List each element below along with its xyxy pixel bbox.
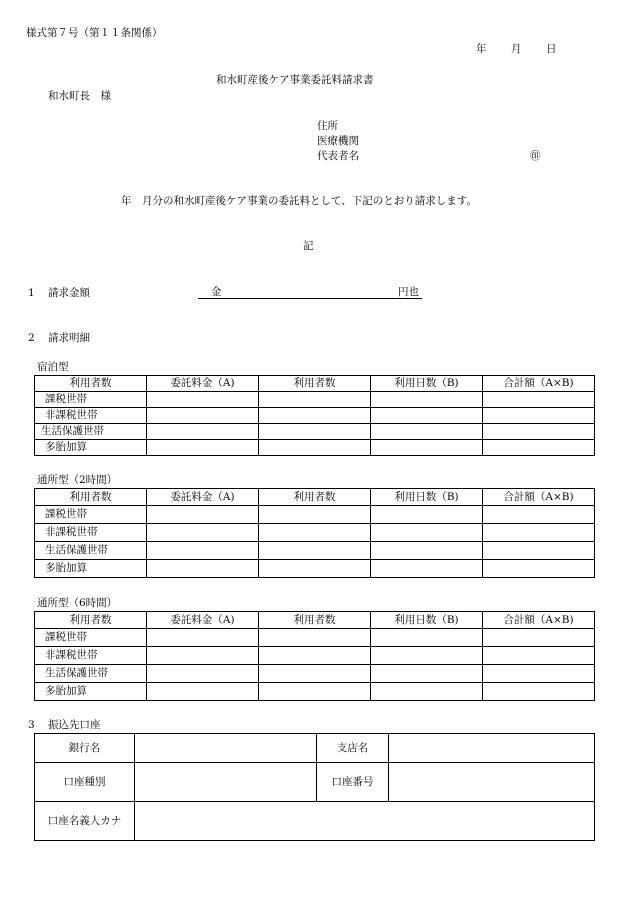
input-cell[interactable] [371, 629, 483, 647]
input-cell[interactable] [483, 524, 595, 542]
addressee: 和水町長 様 [48, 90, 111, 102]
amount-prefix: 金 [211, 286, 222, 298]
table-row [35, 629, 595, 647]
table-row [35, 560, 595, 578]
table-row [35, 542, 595, 560]
bank-name-label: 銀行名 [35, 734, 135, 763]
account-number-input[interactable] [389, 763, 595, 802]
row-label: 多胎加算 [35, 440, 147, 456]
input-cell[interactable] [483, 560, 595, 578]
table-row [35, 392, 595, 408]
input-cell[interactable] [259, 542, 371, 560]
account-type-label: 口座種別 [35, 763, 135, 802]
input-cell[interactable] [147, 665, 259, 683]
header-cell: 利用者数 [259, 612, 371, 629]
input-cell[interactable] [259, 665, 371, 683]
row-label: 課税世帯 [35, 629, 147, 647]
section1-label: 請求金額 [48, 287, 90, 299]
table-row [35, 665, 595, 683]
input-cell[interactable] [147, 683, 259, 701]
section3-label: 振込先口座 [48, 719, 101, 731]
table-row [35, 440, 595, 456]
table-header-row [35, 376, 595, 392]
header-cell: 利用者数 [35, 376, 147, 392]
table-stay [34, 375, 595, 456]
section2-number: 2 [28, 332, 35, 344]
input-cell[interactable] [483, 392, 595, 408]
header-cell: 委託料金（A) [147, 489, 259, 506]
table-row [35, 506, 595, 524]
input-cell[interactable] [147, 629, 259, 647]
table-day-6h [34, 611, 595, 701]
row-label: 生活保護世帯 [35, 424, 147, 440]
table-row [35, 408, 595, 424]
header-cell: 利用日数（B) [371, 489, 483, 506]
date-year: 年 [476, 43, 487, 55]
input-cell[interactable] [371, 542, 483, 560]
input-cell[interactable] [371, 524, 483, 542]
header-cell: 利用者数 [259, 376, 371, 392]
input-cell[interactable] [259, 683, 371, 701]
table-row [35, 647, 595, 665]
input-cell[interactable] [259, 560, 371, 578]
header-cell: 委託料金（A) [147, 612, 259, 629]
account-type-input[interactable] [135, 763, 317, 802]
table-header-row [35, 489, 595, 506]
input-cell[interactable] [483, 683, 595, 701]
input-cell[interactable] [371, 665, 483, 683]
row-label: 非課税世帯 [35, 524, 147, 542]
input-cell[interactable] [483, 506, 595, 524]
input-cell[interactable] [483, 408, 595, 424]
row-label: 非課税世帯 [35, 408, 147, 424]
input-cell[interactable] [483, 542, 595, 560]
input-cell[interactable] [147, 560, 259, 578]
table3-title: 通所型（6時間） [37, 597, 118, 609]
table2-title: 通所型（2時間） [37, 474, 118, 486]
input-cell[interactable] [147, 408, 259, 424]
input-cell[interactable] [371, 647, 483, 665]
account-number-label: 口座番号 [317, 763, 389, 802]
header-cell: 委託料金（A) [147, 376, 259, 392]
input-cell[interactable] [483, 665, 595, 683]
account-holder-label: 口座名義人カナ [35, 802, 135, 841]
sender-address-label: 住所 [317, 120, 338, 132]
date-day: 日 [546, 43, 557, 55]
table1-title: 宿泊型 [37, 361, 69, 373]
input-cell[interactable] [147, 506, 259, 524]
input-cell[interactable] [483, 629, 595, 647]
input-cell[interactable] [483, 440, 595, 456]
ki-heading: 記 [303, 240, 314, 252]
input-cell[interactable] [259, 440, 371, 456]
header-cell: 合計額（A×B) [483, 376, 595, 392]
bank-table [34, 733, 595, 841]
input-cell[interactable] [371, 506, 483, 524]
input-cell[interactable] [147, 542, 259, 560]
header-cell: 合計額（A×B) [483, 489, 595, 506]
sender-representative-label: 代表者名 [317, 150, 359, 162]
section3-number: 3 [28, 719, 35, 731]
header-cell: 合計額（A×B) [483, 612, 595, 629]
section1-number: 1 [28, 287, 35, 299]
input-cell[interactable] [371, 392, 483, 408]
table-day-2h [34, 488, 595, 578]
page-title: 和水町産後ケア事業委託料請求書 [216, 74, 374, 86]
bank-row [35, 802, 595, 841]
row-label: 多胎加算 [35, 560, 147, 578]
input-cell[interactable] [371, 440, 483, 456]
row-label: 生活保護世帯 [35, 542, 147, 560]
table-header-row [35, 612, 595, 629]
input-cell[interactable] [259, 647, 371, 665]
header-cell: 利用日数（B) [371, 612, 483, 629]
input-cell[interactable] [483, 647, 595, 665]
table-row [35, 524, 595, 542]
input-cell[interactable] [259, 506, 371, 524]
input-cell[interactable] [259, 629, 371, 647]
input-cell[interactable] [259, 408, 371, 424]
section2-label: 請求明細 [48, 332, 90, 344]
header-cell: 利用日数（B) [371, 376, 483, 392]
input-cell[interactable] [259, 524, 371, 542]
amount-suffix: 円也 [398, 286, 419, 298]
row-label: 非課税世帯 [35, 647, 147, 665]
form-number: 様式第７号（第１１条関係） [26, 27, 163, 39]
bank-row [35, 734, 595, 763]
date-month: 月 [511, 43, 522, 55]
row-label: 課税世帯 [35, 392, 147, 408]
input-cell[interactable] [147, 424, 259, 440]
row-label: 生活保護世帯 [35, 665, 147, 683]
input-cell[interactable] [147, 440, 259, 456]
table-row [35, 683, 595, 701]
input-cell[interactable] [259, 392, 371, 408]
bank-name-input[interactable] [135, 734, 317, 763]
input-cell[interactable] [147, 392, 259, 408]
header-cell: 利用者数 [35, 612, 147, 629]
input-cell[interactable] [147, 524, 259, 542]
row-label: 課税世帯 [35, 506, 147, 524]
intro-text: 年 月分の和水町産後ケア事業の委託料として、下記のとおり請求します。 [121, 195, 477, 207]
input-cell[interactable] [147, 647, 259, 665]
branch-name-label: 支店名 [317, 734, 389, 763]
input-cell[interactable] [371, 424, 483, 440]
header-cell: 利用者数 [259, 489, 371, 506]
bank-row [35, 763, 595, 802]
input-cell[interactable] [371, 560, 483, 578]
input-cell[interactable] [371, 408, 483, 424]
sender-institution-label: 医療機関 [317, 135, 359, 147]
input-cell[interactable] [371, 683, 483, 701]
seal-mark: ㊞ [530, 150, 541, 162]
row-label: 多胎加算 [35, 683, 147, 701]
account-holder-input[interactable] [135, 802, 595, 841]
header-cell: 利用者数 [35, 489, 147, 506]
input-cell[interactable] [259, 424, 371, 440]
table-row [35, 424, 595, 440]
input-cell[interactable] [483, 424, 595, 440]
amount-underline [198, 298, 422, 299]
branch-name-input[interactable] [389, 734, 595, 763]
